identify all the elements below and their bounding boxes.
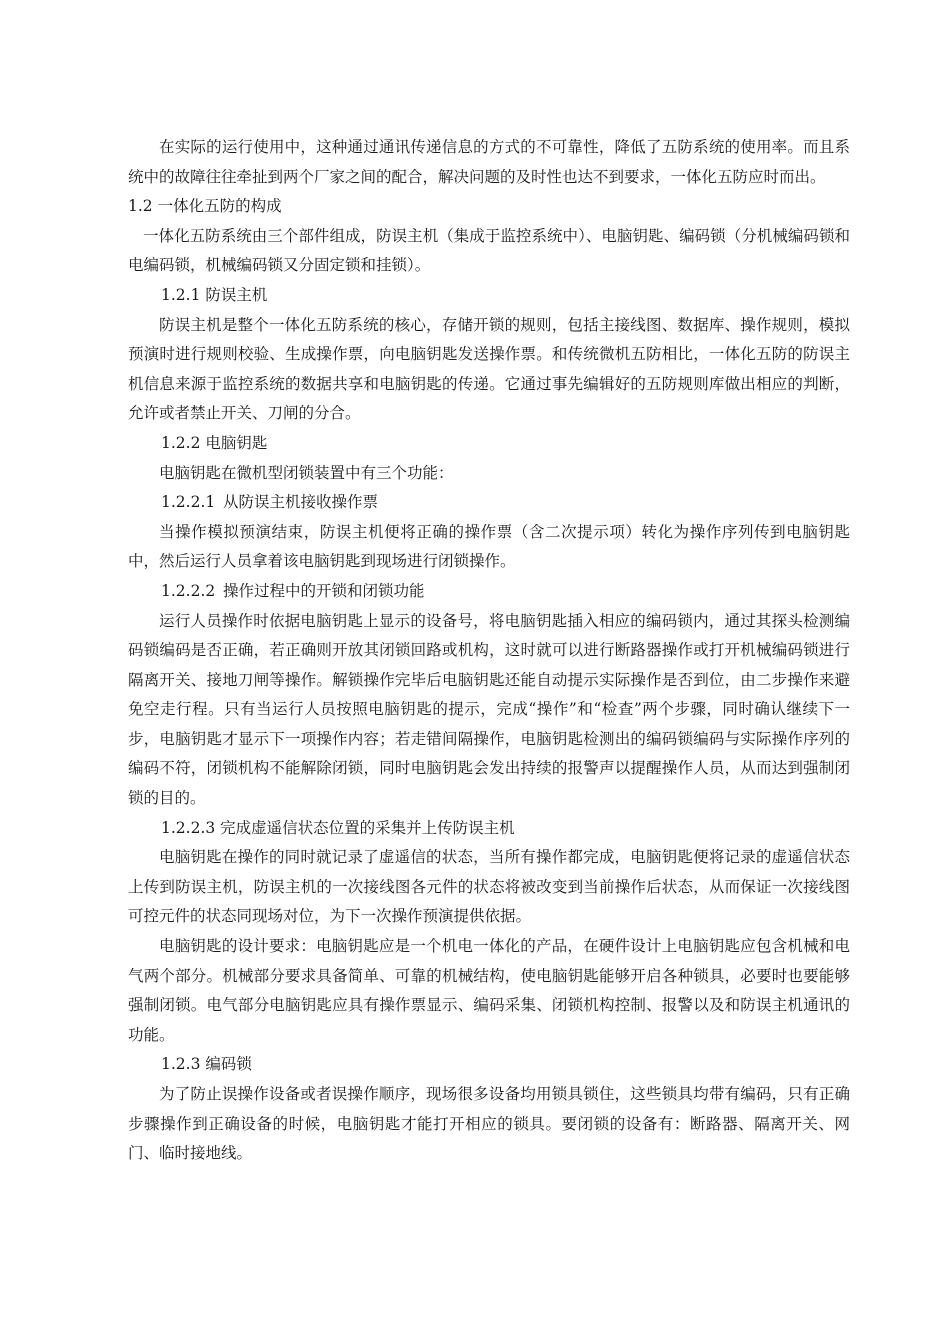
paragraph-design-requirements: 电脑钥匙的设计要求：电脑钥匙应是一个机电一体化的产品，在硬件设计上电脑钥匙应包含机械和电气两个部分。机械部分要求具备简单、可靠的机械结构，使电脑钥匙能够开启各种锁具，必要时也要能够强制闭锁。电气部分电脑钥匙应具有操作票显示、编码采集、闭锁机构控制、报警以及和防误主机通讯的功能。 — [128, 937, 850, 1044]
paragraph-composition: 一体化五防系统由三个部件组成，防误主机（集成于监控系统中）、电脑钥匙、编码锁（分机械编码锁和电编码锁，机械编码锁又分固定锁和挂锁）。 — [128, 226, 850, 275]
heading-1-2-2: 1.2.2 电脑钥匙 — [161, 433, 268, 452]
paragraph-host: 防误主机是整个一体化五防系统的核心，存储开锁的规则，包括主接线图、数据库、操作规则，模拟预演时进行规则校验、生成操作票，向电脑钥匙发送操作票。和传统微机五防相比，一体化五防的防误主机信息来源于监控系统的数据共享和电脑钥匙的传递。它通过事先编辑好的五防规则库做出相应的判断，允许或者禁止开关、刀闸的分合。 — [128, 315, 850, 423]
heading-1-2-2-1 — [128, 488, 850, 518]
heading-1-2-1: 1.2.1 防误主机 — [161, 285, 268, 304]
heading-1-2: 1.2 一体化五防的构成 — [128, 197, 282, 216]
paragraph-receive-ticket: 当操作模拟预演结束，防误主机便将正确的操作票（含二次提示项）转化为操作序列传到电脑钥匙中，然后运行人员拿着该电脑钥匙到现场进行闭锁操作。 — [128, 522, 850, 571]
document-page — [128, 133, 850, 1169]
heading-1-2-2-2-text: 操作过程中的开锁和闭锁功能 — [223, 581, 425, 600]
heading-1-2-2-1-number: 1.2.2.1 — [161, 493, 216, 512]
heading-1-2-3: 1.2.3 编码锁 — [161, 1055, 252, 1074]
heading-1-2-2-1-text: 从防误主机接收操作票 — [223, 493, 379, 512]
paragraph-lock-unlock: 运行人员操作时依据电脑钥匙上显示的设备号，将电脑钥匙插入相应的编码锁内，通过其探头检测编码锁编码是否正确，若正确则开放其闭锁回路或机构，这时就可以进行断路器操作或打开机械编码锁进行隔离开关、接地刀闸等操作。解锁操作完毕后电脑钥匙还能自动提示实际操作是否到位，由二步操作来避免空走行程。只有当运行人员按照电脑钥匙的提示，完成“操作”和“检查”两个步骤，同时确认继续下一步，电脑钥匙才显示下一项操作内容；若走错间隔操作，电脑钥匙检测出的编码锁编码与实际操作序列的编码不符，闭锁机构不能解除闭锁，同时电脑钥匙会发出持续的报警声以提醒操作人员，从而达到强制闭锁的目的。 — [128, 611, 850, 808]
heading-1-2-2-2-number: 1.2.2.2 — [161, 581, 216, 600]
paragraph-virtual-signal: 电脑钥匙在操作的同时就记录了虚遥信的状态，当所有操作都完成，电脑钥匙便将记录的虚遥信状态上传到防误主机，防误主机的一次接线图各元件的状态将被改变到当前操作后状态，从而保证一次接线图可控元件的状态同现场对位，为下一次操作预演提供依据。 — [128, 848, 850, 926]
heading-1-2-2-2 — [128, 577, 850, 607]
paragraph-key-functions: 电脑钥匙在微机型闭锁装置中有三个功能： — [159, 463, 454, 482]
heading-1-2-2-3: 1.2.2.3 完成虚遥信状态位置的采集并上传防误主机 — [161, 818, 515, 837]
paragraph-intro: 在实际的运行使用中，这种通过通讯传递信息的方式的不可靠性，降低了五防系统的使用率。而且系统中的故障往往牵扯到两个厂家之间的配合，解决问题的及时性也达不到要求，一体化五防应时而出。 — [128, 138, 850, 186]
paragraph-code-lock: 为了防止误操作设备或者误操作顺序，现场很多设备均用锁具锁住，这些锁具均带有编码，只有正确步骤操作到正确设备的时候，电脑钥匙才能打开相应的锁具。要闭锁的设备有：断路器、隔离开关、网门、临时接地线。 — [128, 1085, 850, 1163]
